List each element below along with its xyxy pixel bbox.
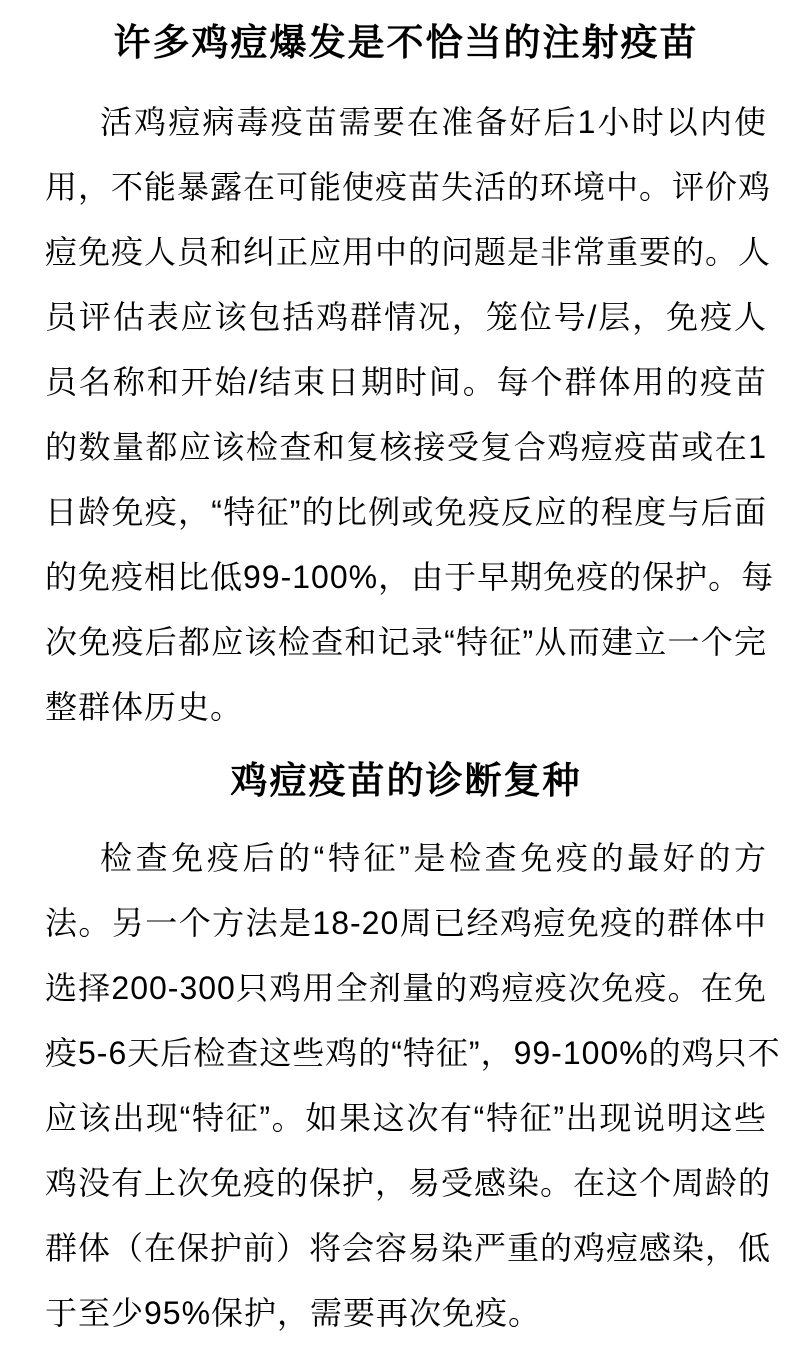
text-line: 法。另一个方法是18-20周已经鸡痘免疫的群体中 — [45, 905, 767, 941]
section-heading-diagnostic-revaccination: 鸡痘疫苗的诊断复种 — [230, 760, 582, 801]
text-line: 活鸡痘病毒疫苗需要在准备好后1小时以内使 — [100, 104, 767, 140]
text-line: 鸡没有上次免疫的保护，易受感染。在这个周龄的 — [45, 1165, 772, 1201]
section-heading-outbreaks: 许多鸡痘爆发是不恰当的注射疫苗 — [113, 22, 699, 63]
paragraph-diagnostic-revaccination — [45, 826, 781, 1346]
text-line: 员名称和开始/结束日期时间。每个群体用的疫苗 — [45, 364, 767, 400]
text-line: 痘免疫人员和纠正应用中的问题是非常重要的。人 — [45, 234, 772, 270]
text-line: 疫5-6天后检查这些鸡的“特征”，99-100%的鸡只不 — [45, 1035, 781, 1071]
text-line: 的免疫相比低99-100%，由于早期免疫的保护。每 — [45, 559, 775, 595]
text-line: 日龄免疫，“特征”的比例或免疫反应的程度与后面 — [45, 494, 767, 530]
text-line: 员评估表应该包括鸡群情况，笼位号/层，免疫人 — [45, 299, 767, 335]
text-line: 次免疫后都应该检查和记录“特征”从而建立一个完 — [45, 624, 767, 660]
text-line: 选择200-300只鸡用全剂量的鸡痘疫次免疫。在免 — [45, 970, 767, 1006]
paragraph-vaccination-practices — [45, 90, 775, 740]
text-line: 群体（在保护前）将会容易染严重的鸡痘感染，低 — [45, 1230, 772, 1266]
text-line: 应该出现“特征”。如果这次有“特征”出现说明这些 — [45, 1100, 767, 1136]
text-line: 的数量都应该检查和复核接受复合鸡痘疫苗或在1 — [45, 429, 767, 465]
text-line: 整群体历史。 — [45, 689, 244, 725]
text-line: 用，不能暴露在可能使疫苗失活的环境中。评价鸡 — [45, 169, 772, 205]
text-line: 于至少95%保护，需要再次免疫。 — [45, 1295, 542, 1331]
text-line: 检查免疫后的“特征”是检查免疫的最好的方 — [100, 840, 767, 876]
